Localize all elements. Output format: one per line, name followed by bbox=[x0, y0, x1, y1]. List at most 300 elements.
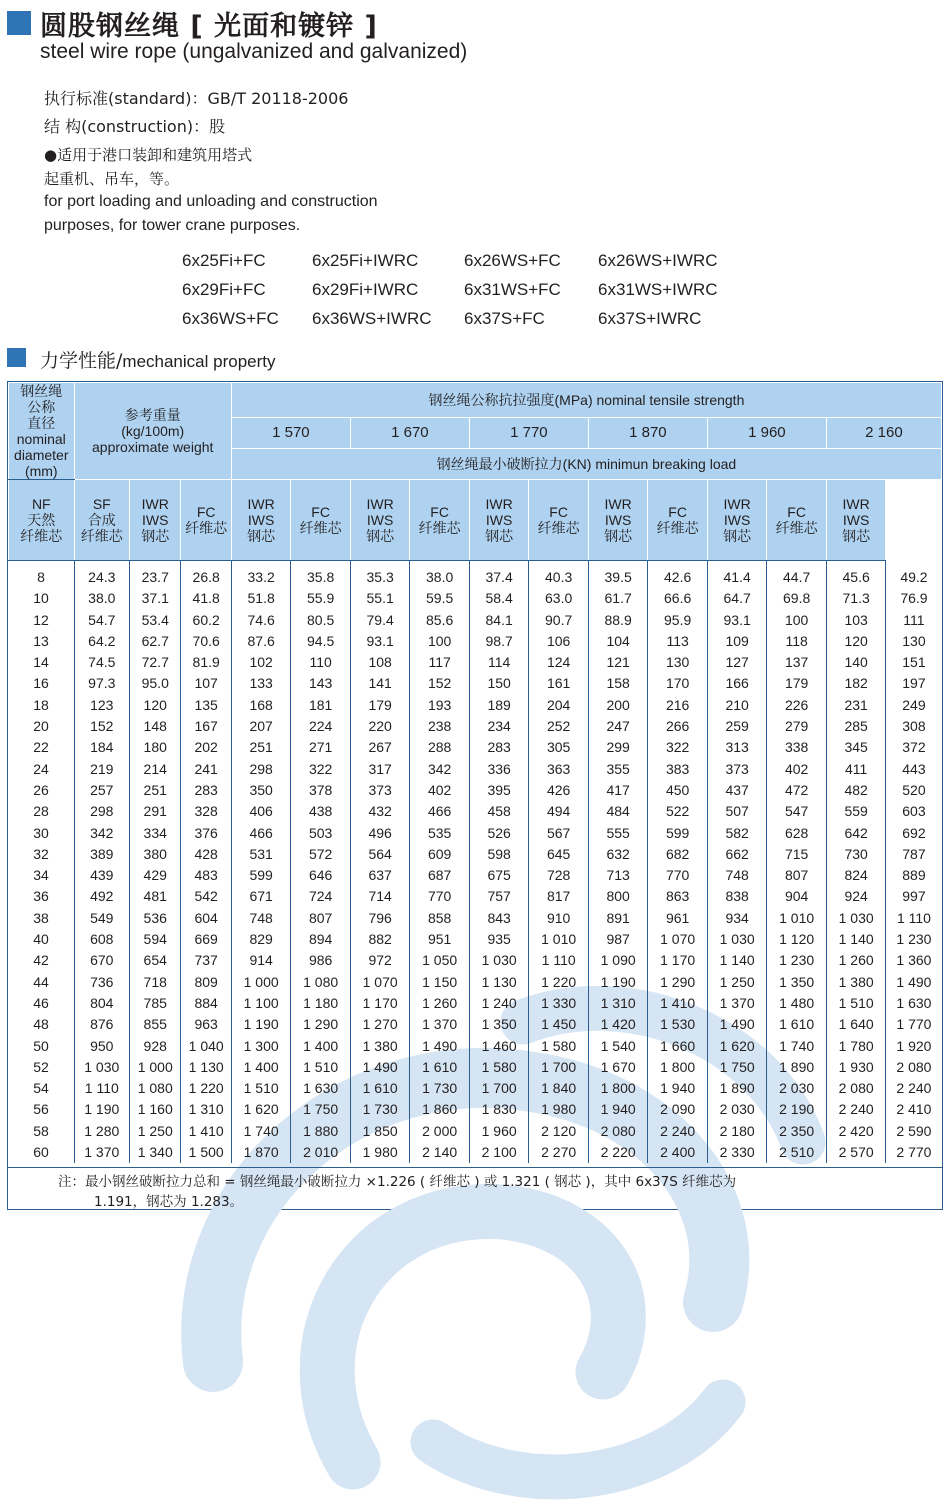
value-cell: 951 bbox=[410, 929, 470, 950]
value-cell: 482 bbox=[826, 780, 886, 801]
value-cell: 2 330 bbox=[707, 1142, 767, 1163]
value-cell: 1 360 bbox=[886, 950, 942, 971]
value-cell: 1 610 bbox=[410, 1057, 470, 1078]
value-cell: 484 bbox=[588, 801, 648, 822]
value-cell: 220 bbox=[350, 716, 410, 737]
value-cell: 2 030 bbox=[767, 1078, 827, 1099]
usage-en-line-1: for port loading and unloading and construction bbox=[44, 193, 378, 210]
value-cell: 1 350 bbox=[767, 972, 827, 993]
core-iwr-header: IWR IWS 钢芯 bbox=[707, 480, 767, 561]
value-cell: 104 bbox=[588, 631, 648, 652]
grade-header: 1 570 bbox=[231, 417, 350, 449]
value-cell: 736 bbox=[74, 972, 129, 993]
value-cell: 807 bbox=[291, 908, 351, 929]
table-row bbox=[9, 759, 942, 780]
table-row bbox=[9, 695, 942, 716]
table-row bbox=[9, 1036, 942, 1057]
value-cell: 443 bbox=[886, 759, 942, 780]
value-cell: 334 bbox=[130, 823, 181, 844]
value-cell: 1 080 bbox=[130, 1078, 181, 1099]
value-cell: 123 bbox=[74, 695, 129, 716]
value-cell: 1 800 bbox=[588, 1078, 648, 1099]
value-cell: 224 bbox=[291, 716, 351, 737]
value-cell: 687 bbox=[410, 865, 470, 886]
value-cell: 598 bbox=[469, 844, 529, 865]
value-cell: 2 420 bbox=[826, 1121, 886, 1142]
table-row bbox=[9, 1121, 942, 1142]
value-cell: 1 640 bbox=[826, 1014, 886, 1035]
model-item: 6x25Fi+FC bbox=[182, 251, 266, 270]
value-cell: 1 880 bbox=[291, 1121, 351, 1142]
value-cell: 796 bbox=[350, 908, 410, 929]
value-cell: 298 bbox=[74, 801, 129, 822]
standard-line: 执行标准(standard)：GB/T 20118-2006 bbox=[44, 89, 349, 108]
value-cell: 858 bbox=[410, 908, 470, 929]
value-cell: 74.6 bbox=[231, 610, 291, 631]
table-row bbox=[9, 716, 942, 737]
value-cell: 120 bbox=[130, 695, 181, 716]
value-cell: 637 bbox=[350, 865, 410, 886]
value-cell: 1 460 bbox=[469, 1036, 529, 1057]
grade-header: 1 670 bbox=[350, 417, 469, 449]
value-cell: 87.6 bbox=[231, 631, 291, 652]
value-cell: 373 bbox=[707, 759, 767, 780]
value-cell: 787 bbox=[886, 844, 942, 865]
model-item: 6x31WS+IWRC bbox=[598, 280, 718, 299]
value-cell: 179 bbox=[767, 673, 827, 694]
value-cell: 1 530 bbox=[648, 1014, 708, 1035]
value-cell: 39.5 bbox=[588, 561, 648, 589]
usage-cn-line-2: 起重机、吊车，等。 bbox=[44, 170, 180, 188]
model-item: 6x31WS+FC bbox=[464, 280, 561, 299]
value-cell: 271 bbox=[291, 737, 351, 758]
value-cell: 692 bbox=[886, 823, 942, 844]
value-cell: 2 770 bbox=[886, 1142, 942, 1163]
value-cell: 800 bbox=[588, 886, 648, 907]
value-cell: 363 bbox=[529, 759, 589, 780]
value-cell: 608 bbox=[74, 929, 129, 950]
value-cell: 210 bbox=[707, 695, 767, 716]
diameter-cell: 52 bbox=[9, 1057, 75, 1078]
value-cell: 103 bbox=[826, 610, 886, 631]
diameter-cell: 18 bbox=[9, 695, 75, 716]
value-cell: 180 bbox=[130, 737, 181, 758]
value-cell: 85.6 bbox=[410, 610, 470, 631]
value-cell: 214 bbox=[130, 759, 181, 780]
model-item: 6x36WS+IWRC bbox=[312, 309, 432, 328]
diameter-cell: 48 bbox=[9, 1014, 75, 1035]
value-cell: 241 bbox=[181, 759, 231, 780]
value-cell: 1 090 bbox=[588, 950, 648, 971]
value-cell: 2 240 bbox=[886, 1078, 942, 1099]
value-cell: 376 bbox=[181, 823, 231, 844]
diameter-cell: 40 bbox=[9, 929, 75, 950]
value-cell: 124 bbox=[529, 652, 589, 673]
value-cell: 935 bbox=[469, 929, 529, 950]
value-cell: 1 740 bbox=[231, 1121, 291, 1142]
value-cell: 714 bbox=[350, 886, 410, 907]
value-cell: 1 350 bbox=[469, 1014, 529, 1035]
value-cell: 785 bbox=[130, 993, 181, 1014]
value-cell: 179 bbox=[350, 695, 410, 716]
value-cell: 200 bbox=[588, 695, 648, 716]
value-cell: 458 bbox=[469, 801, 529, 822]
model-item: 6x29Fi+FC bbox=[182, 280, 266, 299]
value-cell: 59.5 bbox=[410, 588, 470, 609]
value-cell: 1 170 bbox=[350, 993, 410, 1014]
value-cell: 121 bbox=[588, 652, 648, 673]
title-chinese: 圆股钢丝绳 [ 光面和镀锌 ] bbox=[40, 11, 378, 42]
value-cell: 1 070 bbox=[350, 972, 410, 993]
value-cell: 748 bbox=[707, 865, 767, 886]
value-cell: 472 bbox=[767, 780, 827, 801]
value-cell: 1 630 bbox=[291, 1078, 351, 1099]
value-cell: 184 bbox=[74, 737, 129, 758]
table-row bbox=[9, 908, 942, 929]
value-cell: 1 620 bbox=[707, 1036, 767, 1057]
core-fc-header: FC 纤维芯 bbox=[410, 480, 470, 561]
value-cell: 1 610 bbox=[350, 1078, 410, 1099]
value-cell: 113 bbox=[648, 631, 708, 652]
value-cell: 1 190 bbox=[74, 1099, 129, 1120]
value-cell: 204 bbox=[529, 695, 589, 716]
value-cell: 599 bbox=[648, 823, 708, 844]
value-cell: 283 bbox=[469, 737, 529, 758]
value-cell: 1 410 bbox=[648, 993, 708, 1014]
table-row bbox=[9, 561, 942, 589]
weight-col-sf: SF 合成 纤维芯 bbox=[74, 480, 129, 561]
value-cell: 70.6 bbox=[181, 631, 231, 652]
value-cell: 84.1 bbox=[469, 610, 529, 631]
table-row bbox=[9, 950, 942, 971]
value-cell: 914 bbox=[231, 950, 291, 971]
value-cell: 1 180 bbox=[291, 993, 351, 1014]
value-cell: 757 bbox=[469, 886, 529, 907]
value-cell: 594 bbox=[130, 929, 181, 950]
value-cell: 197 bbox=[886, 673, 942, 694]
diameter-cell: 14 bbox=[9, 652, 75, 673]
value-cell: 95.0 bbox=[130, 673, 181, 694]
value-cell: 559 bbox=[826, 801, 886, 822]
value-cell: 97.3 bbox=[74, 673, 129, 694]
value-cell: 737 bbox=[181, 950, 231, 971]
value-cell: 1 510 bbox=[826, 993, 886, 1014]
value-cell: 1 780 bbox=[826, 1036, 886, 1057]
value-cell: 291 bbox=[130, 801, 181, 822]
value-cell: 216 bbox=[648, 695, 708, 716]
value-cell: 2 080 bbox=[826, 1078, 886, 1099]
table-row bbox=[9, 1078, 942, 1099]
value-cell: 72.7 bbox=[130, 652, 181, 673]
value-cell: 1 670 bbox=[588, 1057, 648, 1078]
value-cell: 107 bbox=[181, 673, 231, 694]
value-cell: 389 bbox=[74, 844, 129, 865]
diameter-cell: 12 bbox=[9, 610, 75, 631]
table-body bbox=[9, 561, 942, 1164]
value-cell: 1 890 bbox=[767, 1057, 827, 1078]
value-cell: 884 bbox=[181, 993, 231, 1014]
weight-header: 参考重量 (kg/100m) approximate weight bbox=[74, 383, 231, 480]
value-cell: 520 bbox=[886, 780, 942, 801]
section-title bbox=[40, 346, 275, 373]
diameter-cell: 8 bbox=[9, 561, 75, 589]
diameter-header: 钢丝绳 公称 直径 nominal diameter (mm) bbox=[9, 383, 75, 480]
value-cell: 1 370 bbox=[707, 993, 767, 1014]
value-cell: 234 bbox=[469, 716, 529, 737]
core-iwr-header: IWR IWS 钢芯 bbox=[826, 480, 886, 561]
value-cell: 35.3 bbox=[350, 561, 410, 589]
value-cell: 167 bbox=[181, 716, 231, 737]
value-cell: 1 940 bbox=[648, 1078, 708, 1099]
value-cell: 662 bbox=[707, 844, 767, 865]
value-cell: 1 240 bbox=[469, 993, 529, 1014]
value-cell: 62.7 bbox=[130, 631, 181, 652]
section-title-cn: 力学性能/ bbox=[40, 350, 123, 372]
value-cell: 1 400 bbox=[231, 1057, 291, 1078]
value-cell: 2 510 bbox=[767, 1142, 827, 1163]
value-cell: 2 090 bbox=[648, 1099, 708, 1120]
value-cell: 2 240 bbox=[826, 1099, 886, 1120]
value-cell: 100 bbox=[767, 610, 827, 631]
value-cell: 247 bbox=[588, 716, 648, 737]
value-cell: 219 bbox=[74, 759, 129, 780]
value-cell: 51.8 bbox=[231, 588, 291, 609]
value-cell: 38.0 bbox=[74, 588, 129, 609]
value-cell: 1 370 bbox=[410, 1014, 470, 1035]
value-cell: 950 bbox=[74, 1036, 129, 1057]
value-cell: 1 700 bbox=[469, 1078, 529, 1099]
value-cell: 202 bbox=[181, 737, 231, 758]
value-cell: 1 770 bbox=[886, 1014, 942, 1035]
value-cell: 1 610 bbox=[767, 1014, 827, 1035]
value-cell: 564 bbox=[350, 844, 410, 865]
value-cell: 251 bbox=[130, 780, 181, 801]
diameter-cell: 34 bbox=[9, 865, 75, 886]
value-cell: 1 010 bbox=[529, 929, 589, 950]
value-cell: 1 340 bbox=[130, 1142, 181, 1163]
value-cell: 671 bbox=[231, 886, 291, 907]
value-cell: 770 bbox=[410, 886, 470, 907]
value-cell: 322 bbox=[648, 737, 708, 758]
value-cell: 547 bbox=[767, 801, 827, 822]
value-cell: 88.9 bbox=[588, 610, 648, 631]
value-cell: 2 400 bbox=[648, 1142, 708, 1163]
value-cell: 100 bbox=[410, 631, 470, 652]
data-table bbox=[8, 382, 942, 1163]
value-cell: 1 230 bbox=[767, 950, 827, 971]
value-cell: 141 bbox=[350, 673, 410, 694]
value-cell: 910 bbox=[529, 908, 589, 929]
value-cell: 817 bbox=[529, 886, 589, 907]
value-cell: 148 bbox=[130, 716, 181, 737]
value-cell: 1 270 bbox=[350, 1014, 410, 1035]
value-cell: 127 bbox=[707, 652, 767, 673]
value-cell: 152 bbox=[410, 673, 470, 694]
value-cell: 507 bbox=[707, 801, 767, 822]
value-cell: 632 bbox=[588, 844, 648, 865]
value-cell: 378 bbox=[291, 780, 351, 801]
value-cell: 40.3 bbox=[529, 561, 589, 589]
value-cell: 299 bbox=[588, 737, 648, 758]
value-cell: 1 870 bbox=[231, 1142, 291, 1163]
table-row bbox=[9, 780, 942, 801]
value-cell: 526 bbox=[469, 823, 529, 844]
value-cell: 317 bbox=[350, 759, 410, 780]
value-cell: 1 630 bbox=[886, 993, 942, 1014]
diameter-cell: 60 bbox=[9, 1142, 75, 1163]
value-cell: 876 bbox=[74, 1014, 129, 1035]
value-cell: 38.0 bbox=[410, 561, 470, 589]
value-cell: 466 bbox=[231, 823, 291, 844]
value-cell: 904 bbox=[767, 886, 827, 907]
value-cell: 120 bbox=[826, 631, 886, 652]
value-cell: 166 bbox=[707, 673, 767, 694]
value-cell: 267 bbox=[350, 737, 410, 758]
value-cell: 496 bbox=[350, 823, 410, 844]
value-cell: 117 bbox=[410, 652, 470, 673]
table-row bbox=[9, 886, 942, 907]
table-row bbox=[9, 631, 942, 652]
value-cell: 1 380 bbox=[826, 972, 886, 993]
value-cell: 150 bbox=[469, 673, 529, 694]
value-cell: 1 100 bbox=[231, 993, 291, 1014]
value-cell: 1 580 bbox=[469, 1057, 529, 1078]
value-cell: 2 080 bbox=[588, 1121, 648, 1142]
value-cell: 1 190 bbox=[231, 1014, 291, 1035]
model-item: 6x36WS+FC bbox=[182, 309, 279, 328]
diameter-cell: 10 bbox=[9, 588, 75, 609]
value-cell: 411 bbox=[826, 759, 886, 780]
core-fc-header: FC 纤维芯 bbox=[291, 480, 351, 561]
diameter-cell: 32 bbox=[9, 844, 75, 865]
value-cell: 2 350 bbox=[767, 1121, 827, 1142]
value-cell: 251 bbox=[231, 737, 291, 758]
value-cell: 1 370 bbox=[74, 1142, 129, 1163]
value-cell: 158 bbox=[588, 673, 648, 694]
value-cell: 2 590 bbox=[886, 1121, 942, 1142]
value-cell: 855 bbox=[130, 1014, 181, 1035]
diameter-cell: 50 bbox=[9, 1036, 75, 1057]
value-cell: 1 980 bbox=[529, 1099, 589, 1120]
value-cell: 55.9 bbox=[291, 588, 351, 609]
value-cell: 1 010 bbox=[767, 908, 827, 929]
value-cell: 1 410 bbox=[181, 1121, 231, 1142]
value-cell: 143 bbox=[291, 673, 351, 694]
value-cell: 494 bbox=[529, 801, 589, 822]
model-item: 6x37S+FC bbox=[464, 309, 545, 328]
value-cell: 54.7 bbox=[74, 610, 129, 631]
value-cell: 1 740 bbox=[767, 1036, 827, 1057]
mechanical-property-table bbox=[7, 381, 943, 1210]
value-cell: 1 110 bbox=[886, 908, 942, 929]
value-cell: 1 030 bbox=[707, 929, 767, 950]
value-cell: 1 250 bbox=[130, 1121, 181, 1142]
value-cell: 675 bbox=[469, 865, 529, 886]
diameter-cell: 22 bbox=[9, 737, 75, 758]
value-cell: 838 bbox=[707, 886, 767, 907]
title-marker bbox=[7, 11, 31, 35]
value-cell: 1 750 bbox=[707, 1057, 767, 1078]
weight-col-iwr: IWR IWS 钢芯 bbox=[130, 480, 181, 561]
value-cell: 1 980 bbox=[350, 1142, 410, 1163]
diameter-cell: 42 bbox=[9, 950, 75, 971]
value-cell: 44.7 bbox=[767, 561, 827, 589]
value-cell: 238 bbox=[410, 716, 470, 737]
value-cell: 137 bbox=[767, 652, 827, 673]
value-cell: 66.6 bbox=[648, 588, 708, 609]
value-cell: 135 bbox=[181, 695, 231, 716]
value-cell: 1 220 bbox=[181, 1078, 231, 1099]
value-cell: 1 380 bbox=[350, 1036, 410, 1057]
value-cell: 259 bbox=[707, 716, 767, 737]
value-cell: 429 bbox=[130, 865, 181, 886]
value-cell: 843 bbox=[469, 908, 529, 929]
value-cell: 604 bbox=[181, 908, 231, 929]
value-cell: 1 490 bbox=[707, 1014, 767, 1035]
model-item: 6x37S+IWRC bbox=[598, 309, 702, 328]
value-cell: 599 bbox=[231, 865, 291, 886]
value-cell: 102 bbox=[231, 652, 291, 673]
value-cell: 628 bbox=[767, 823, 827, 844]
value-cell: 432 bbox=[350, 801, 410, 822]
value-cell: 118 bbox=[767, 631, 827, 652]
diameter-cell: 58 bbox=[9, 1121, 75, 1142]
value-cell: 2 120 bbox=[529, 1121, 589, 1142]
value-cell: 106 bbox=[529, 631, 589, 652]
value-cell: 724 bbox=[291, 886, 351, 907]
value-cell: 439 bbox=[74, 865, 129, 886]
value-cell: 1 030 bbox=[826, 908, 886, 929]
value-cell: 109 bbox=[707, 631, 767, 652]
value-cell: 151 bbox=[886, 652, 942, 673]
value-cell: 110 bbox=[291, 652, 351, 673]
value-cell: 2 100 bbox=[469, 1142, 529, 1163]
value-cell: 2 410 bbox=[886, 1099, 942, 1120]
value-cell: 226 bbox=[767, 695, 827, 716]
value-cell: 1 920 bbox=[886, 1036, 942, 1057]
value-cell: 1 330 bbox=[529, 993, 589, 1014]
table-row bbox=[9, 801, 942, 822]
value-cell: 670 bbox=[74, 950, 129, 971]
value-cell: 308 bbox=[886, 716, 942, 737]
value-cell: 572 bbox=[291, 844, 351, 865]
value-cell: 355 bbox=[588, 759, 648, 780]
value-cell: 804 bbox=[74, 993, 129, 1014]
value-cell: 934 bbox=[707, 908, 767, 929]
value-cell: 1 130 bbox=[181, 1057, 231, 1078]
value-cell: 37.4 bbox=[469, 561, 529, 589]
table-row bbox=[9, 673, 942, 694]
value-cell: 93.1 bbox=[350, 631, 410, 652]
value-cell: 193 bbox=[410, 695, 470, 716]
value-cell: 1 540 bbox=[588, 1036, 648, 1057]
value-cell: 207 bbox=[231, 716, 291, 737]
value-cell: 98.7 bbox=[469, 631, 529, 652]
grade-header: 2 160 bbox=[826, 417, 941, 449]
value-cell: 1 450 bbox=[529, 1014, 589, 1035]
value-cell: 41.8 bbox=[181, 588, 231, 609]
value-cell: 770 bbox=[648, 865, 708, 886]
breaking-load-header: 钢丝绳最小破断拉力(KN) minimun breaking load bbox=[231, 449, 941, 480]
value-cell: 531 bbox=[231, 844, 291, 865]
usage-en-line-2: purposes, for tower crane purposes. bbox=[44, 217, 301, 234]
value-cell: 891 bbox=[588, 908, 648, 929]
value-cell: 1 400 bbox=[291, 1036, 351, 1057]
value-cell: 283 bbox=[181, 780, 231, 801]
value-cell: 2 030 bbox=[707, 1099, 767, 1120]
value-cell: 542 bbox=[181, 886, 231, 907]
value-cell: 1 510 bbox=[231, 1078, 291, 1099]
